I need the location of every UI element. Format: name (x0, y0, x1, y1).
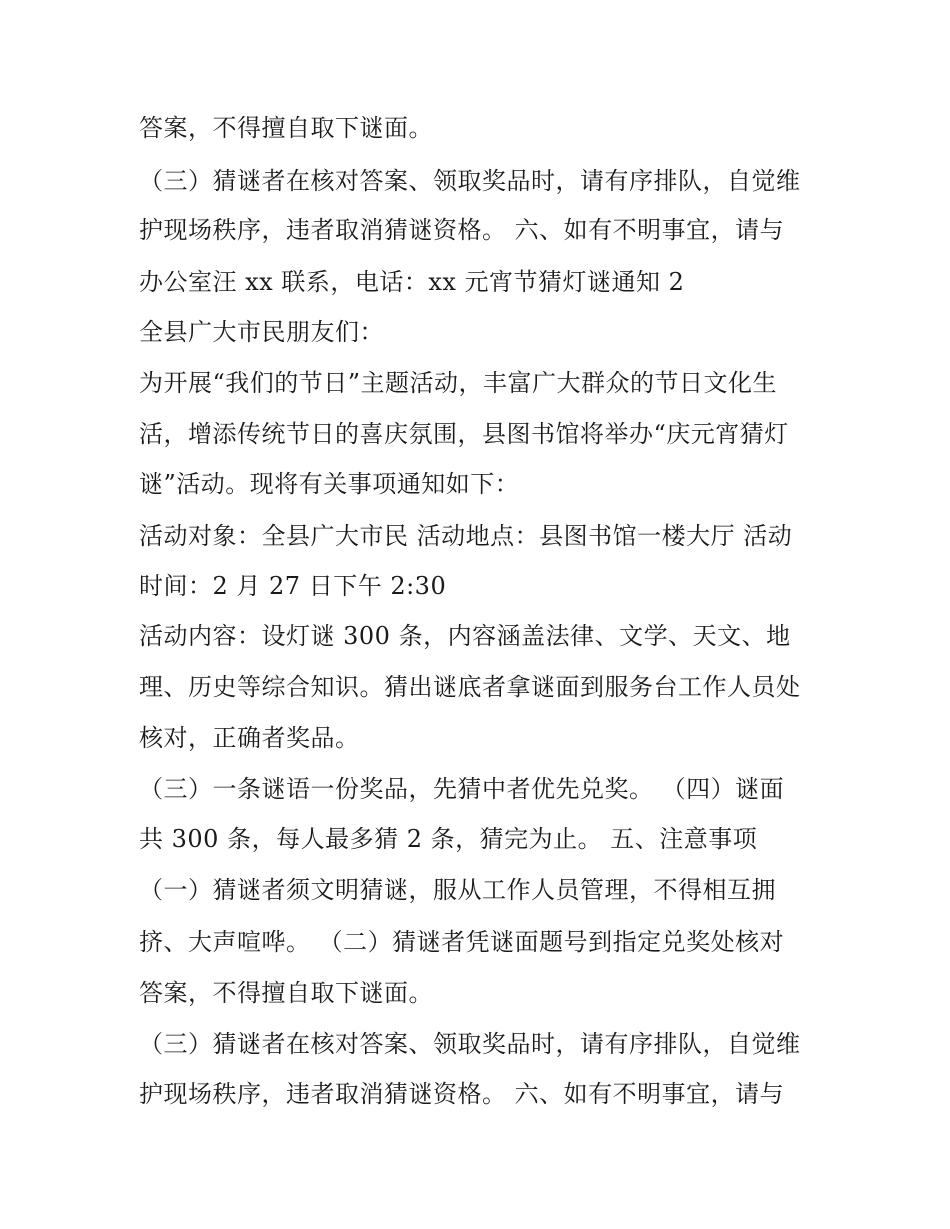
text-line: 护现场秩序，违者取消猜谜资格。 六、如有不明事宜，请与 (139, 216, 785, 244)
text-line: （三）猜谜者在核对答案、领取奖品时，请有序排队，自觉维 (139, 167, 801, 195)
text-line: 答案，不得擅自取下谜面。 (139, 114, 433, 142)
text-line: 护现场秩序，违者取消猜谜资格。 六、如有不明事宜，请与 (139, 1080, 785, 1108)
text-line: （一）猜谜者须文明猜谜，服从工作人员管理，不得相互拥 (139, 876, 776, 904)
text-line: 挤、大声喧哗。 （二）猜谜者凭谜面题号到指定兑奖处核对 (139, 928, 785, 956)
text-line: 活，增添传统节日的喜庆氛围，县图书馆将举办“庆元宵猜灯 (139, 420, 789, 448)
text-line: 活动内容：设灯谜 300 条，内容涵盖法律、文学、天文、地 (139, 622, 791, 650)
text-line: 答案，不得擅自取下谜面。 (139, 979, 433, 1007)
text-line: （三）一条谜语一份奖品，先猜中者优先兑奖。 （四）谜面 (139, 775, 785, 803)
text-line: 核对，正确者奖品。 (139, 724, 360, 752)
text-line: 时间：2 月 27 日下午 2:30 (139, 572, 447, 600)
text-line: 共 300 条，每人最多猜 2 条，猜完为止。 五、注意事项 (139, 825, 758, 853)
text-line: 谜”活动。现将有关事项通知如下： (139, 470, 520, 498)
text-line: 活动对象：全县广大市民 活动地点：县图书馆一楼大厅 活动 (139, 522, 793, 550)
text-line: （三）猜谜者在核对答案、领取奖品时，请有序排队，自觉维 (139, 1030, 801, 1058)
text-line: 办公室汪 xx 联系，电话：xx 元宵节猜灯谜通知 2 (139, 268, 685, 296)
text-line: 全县广大市民朋友们： (139, 318, 384, 346)
text-line: 理、历史等综合知识。猜出谜底者拿谜面到服务台工作人员处 (139, 673, 801, 701)
text-line: 为开展“我们的节日”主题活动，丰富广大群众的节日文化生 (139, 369, 778, 397)
